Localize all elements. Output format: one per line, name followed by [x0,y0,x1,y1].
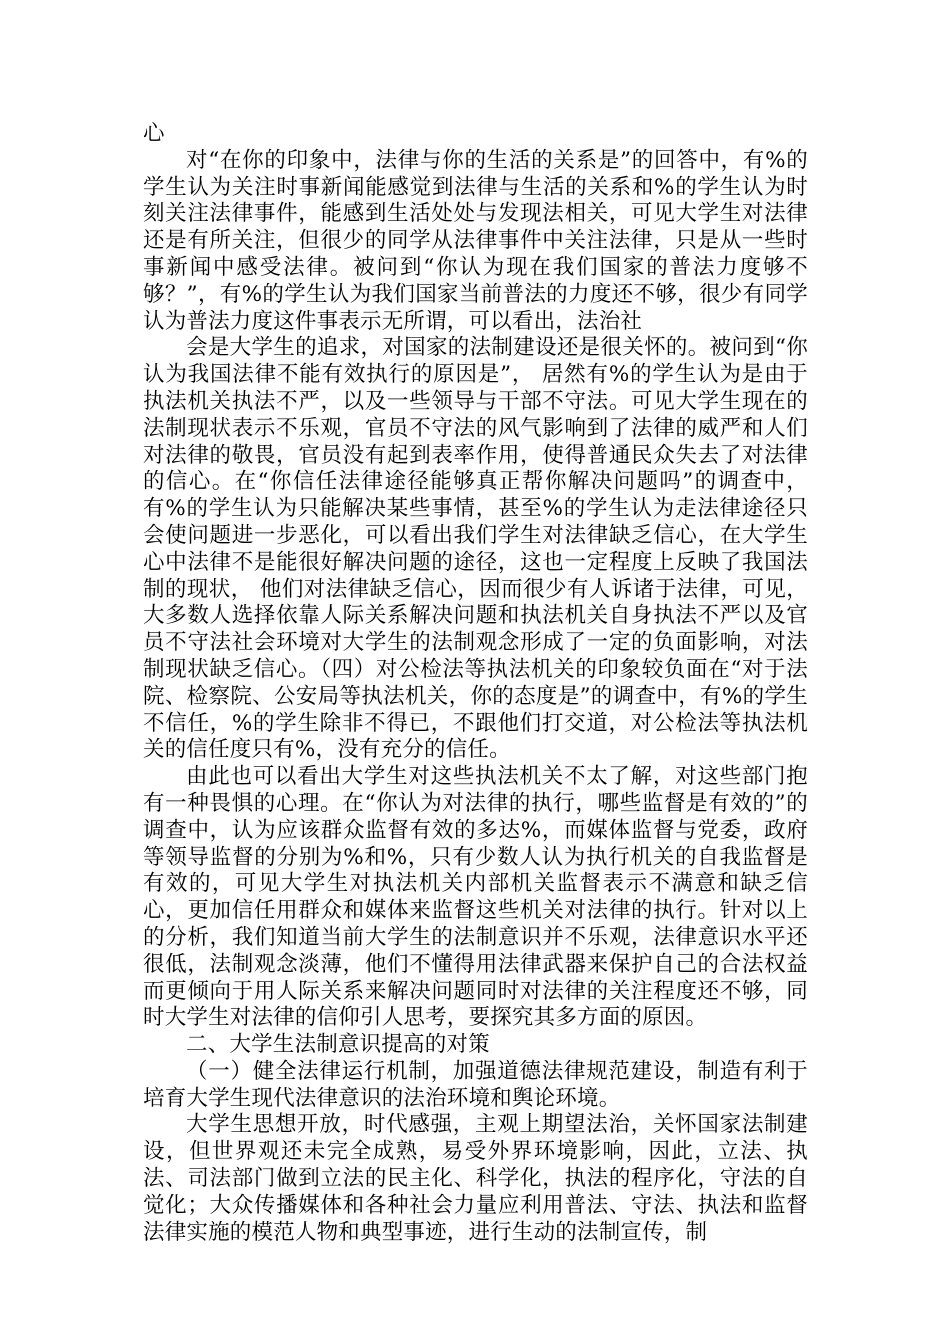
paragraph: 大学生思想开放，时代感强，主观上期望法治，关怀国家法制建设，但世界观还未完全成熟，易受外界环境影响，因此，立法、执法、司法部门做到立法的民主化、科学化，执法的程序化，守法的自觉化；大众传播媒体和各种社会力量应利用普法、守法、执法和监督法律实施的模范人物和典型事迹，进行生动的法制宣传，制 [143,1112,808,1245]
paragraph: 对“在你的印象中，法律与你的生活的关系是”的回答中，有%的学生认为关注时事新闻能感觉到法律与生活的关系和%的学生认为时刻关注法律事件，能感到生活处处与发现法相关，可见大学生对法律还是有所关注，但很少的同学从法律事件中关注法律，只是从一些时事新闻中感受法律。被问到“你认为现在我们国家的普法力度够不够？”，有%的学生认为我们国家当前普法的力度还不够，很少有同学认为普法力度这件事表示无所谓，可以看出，法治社 [143,147,808,334]
section-heading: 二、大学生法制意识提高的对策 [186,1032,490,1058]
paragraph: 由此也可以看出大学生对这些执法机关不太了解，对这些部门抱有一种畏惧的心理。在“你认为对法律的执行，哪些监督是有效的”的调查中，认为应该群众监督有效的多达%，而媒体监督与党委，政府等领导监督的分别为%和%，只有少数人认为执行机关的自我监督是有效的，可见大学生对执法机关内部机关监督表示不满意和缺乏信心，更加信任用群众和媒体来监督这些机关对法律的执行。针对以上的分析，我们知道当前大学生的法制意识并不乐观，法律意识水平还很低，法制观念淡薄，他们不懂得用法律武器来保护自己的合法权益而更倾向于用人际关系来解决问题同时对法律的关注程度还不够，同时大学生对法律的信仰引人思考，要探究其多方面的原因。 [143,764,808,1031]
document-body [143,121,808,1246]
subsection-heading: （一）健全法律运行机制，加强道德法律规范建设，制造有利于培育大学生现代法律意识的法治环境和舆论环境。 [143,1058,808,1111]
paragraph-continuation: 心 [143,121,165,146]
paragraph: 会是大学生的追求，对国家的法制建设还是很关怀的。被问到“你认为我国法律不能有效执行的原因是”， 居然有%的学生认为是由于执法机关执法不严，以及一些领导与干部不守法。可见大学生现在的法制现状表示不乐观，官员不守法的风气影响到了法律的威严和人们对法律的敬畏，官员没有起到表率作用，使得普通民众失去了对法律的信心。在“你信任法律途径能够真正帮你解决问题吗”的调查中，有%的学生认为只能解决某些事情，甚至%的学生认为走法律途径只会使问题进一步恶化，可以看出我们学生对法律缺乏信心，在大学生心中法律不是能很好解决问题的途径，这也一定程度上反映了我国法制的现状， 他们对法律缺乏信心，因而很少有人诉诸于法律，可见，大多数人选择依靠人际关系解决问题和执法机关自身执法不严以及官员不守法社会环境对大学生的法制观念形成了一定的负面影响，对法制现状缺乏信心。（四）对公检法等执法机关的印象较负面在“对于法院、检察院、公安局等执法机关，你的态度是”的调查中，有%的学生不信任，%的学生除非不得已，不跟他们打交道，对公检法等执法机关的信任度只有%，没有充分的信任。 [143,335,808,763]
